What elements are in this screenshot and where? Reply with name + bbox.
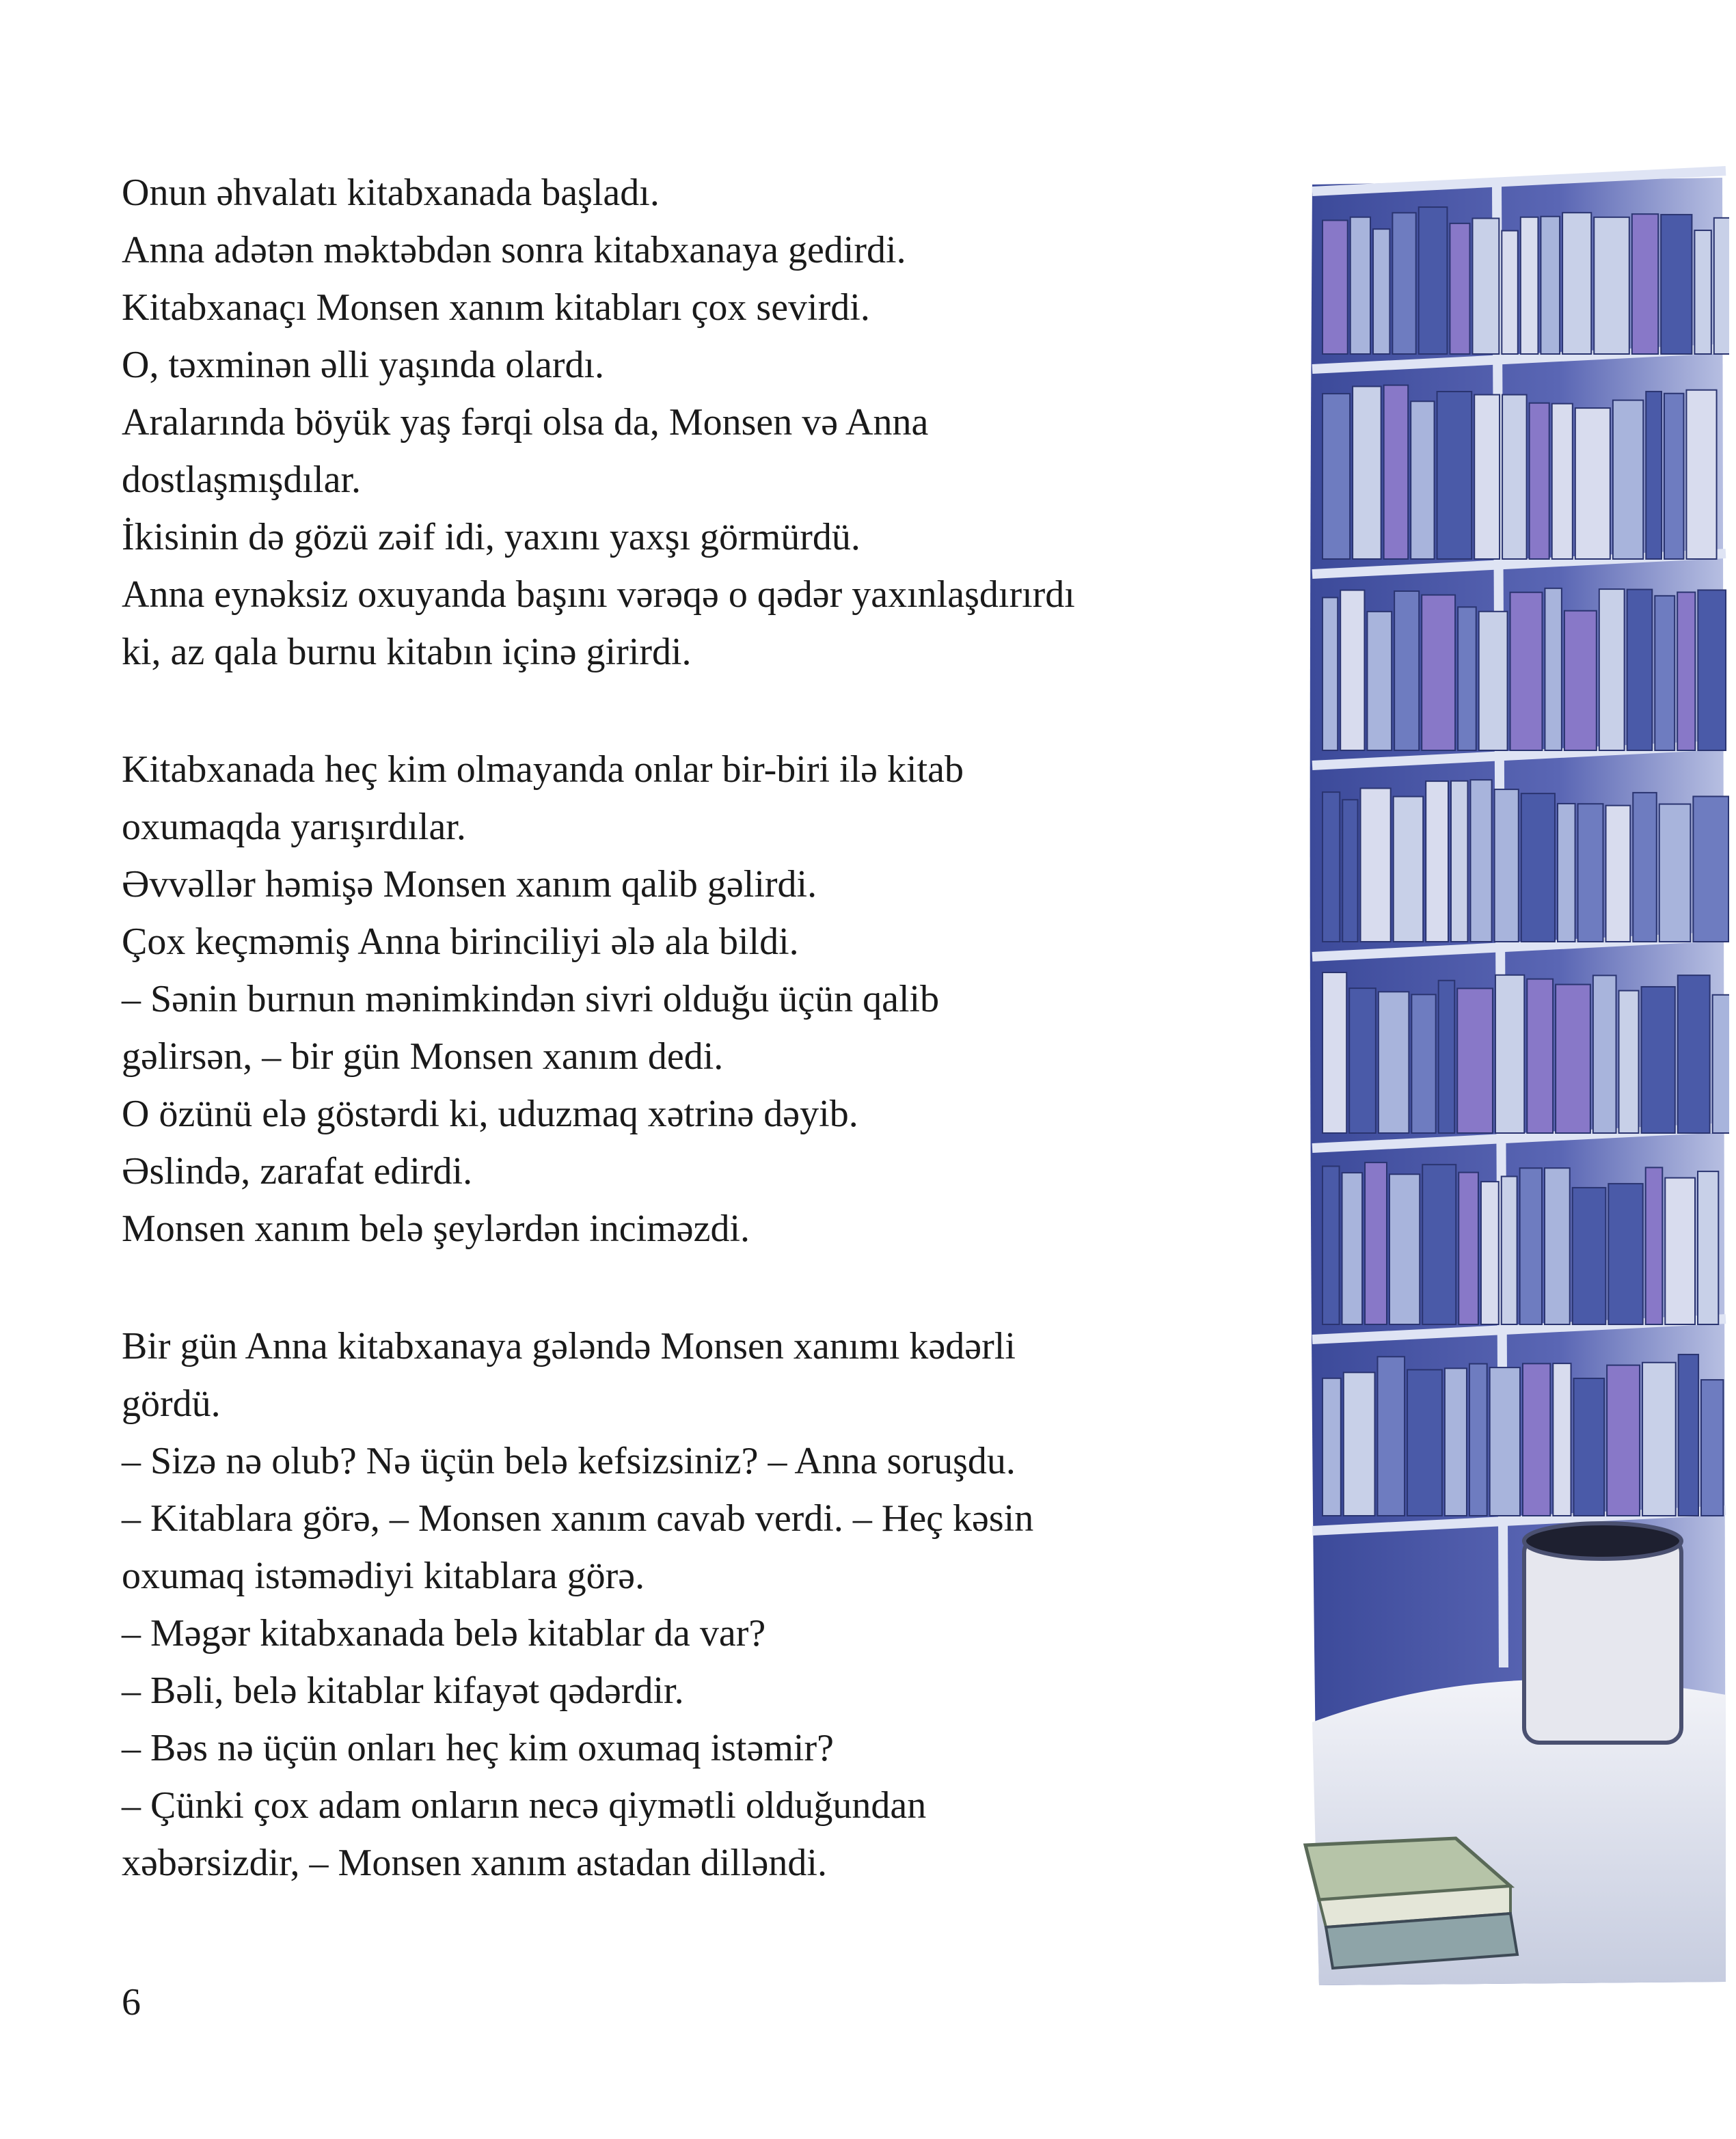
book-spine [1713, 995, 1729, 1133]
book-spine [1665, 1178, 1695, 1324]
book-spine [1450, 223, 1469, 354]
book-spine [1373, 229, 1389, 354]
book-spine [1642, 987, 1675, 1133]
book-spine [1344, 1372, 1375, 1516]
book-spine [1686, 390, 1716, 559]
book-spine [1323, 597, 1338, 750]
sentence [122, 566, 1215, 681]
text-line: gördü. [122, 1382, 221, 1425]
text-line: Kitabxanada heç kim olmayanda onlar bir-biri ilə kitab [122, 748, 964, 791]
text-line: Aralarında böyük yaş fərqi olsa da, Monsen və Anna [122, 401, 929, 444]
book-spine [1379, 992, 1409, 1133]
book-spine [1694, 230, 1711, 354]
book-spine [1701, 1380, 1723, 1516]
book-spine [1323, 792, 1340, 942]
mug-icon [1524, 1523, 1681, 1743]
text-line: oxumaq istəmədiyi kitablara görə. [122, 1555, 645, 1597]
book-spine [1521, 793, 1555, 942]
paragraph [122, 164, 1215, 681]
book-spine [1527, 979, 1553, 1133]
book-spine [1698, 590, 1726, 750]
book-spine [1502, 1176, 1517, 1324]
book-spine [1574, 1378, 1605, 1516]
book-spine [1593, 975, 1616, 1133]
book-spine [1693, 796, 1728, 942]
sentence [122, 508, 1215, 566]
book-spine [1646, 1167, 1663, 1324]
book-spine [1552, 404, 1573, 559]
book-spine [1562, 213, 1591, 354]
text-line: O, təxminən əlli yaşında olardı. [122, 344, 605, 386]
book-spine [1422, 595, 1455, 750]
book-spine [1678, 975, 1710, 1133]
text-line: İkisinin də gözü zəif idi, yaxını yaxşı görmürdü. [122, 516, 860, 558]
book-spine [1367, 612, 1392, 750]
book-spine [1659, 804, 1691, 942]
text-line: Anna adətən məktəbdən sonra kitabxanaya gedirdi. [122, 229, 906, 271]
book-spine [1469, 1364, 1487, 1516]
book-spine [1521, 217, 1538, 354]
book-spine [1564, 611, 1597, 750]
book-spine [1439, 981, 1455, 1133]
book-spine [1523, 1363, 1550, 1516]
text-line: – Bəli, belə kitablar kifayət qədərdir. [122, 1670, 684, 1712]
book-spine [1502, 395, 1527, 559]
text-line: Onun əhvalatı kitabxanada başladı. [122, 172, 660, 214]
sentence [122, 394, 1215, 508]
book-spine [1422, 1164, 1456, 1324]
book-spine [1608, 1184, 1642, 1324]
book-spine [1553, 1363, 1571, 1516]
book-spine [1541, 217, 1560, 354]
book-spine [1323, 394, 1350, 559]
book-spine [1323, 220, 1348, 354]
sentence [122, 164, 1215, 221]
book-spine [1407, 1370, 1442, 1516]
book-spine [1642, 1363, 1676, 1516]
book-spine [1394, 797, 1424, 942]
text-line: – Məgər kitabxanada belə kitablar da var? [122, 1612, 766, 1654]
book-spine [1520, 1168, 1542, 1324]
sentence [122, 1200, 1215, 1257]
text-line: – Sizə nə olub? Nə üçün belə kefsizsiniz? – Anna soruşdu. [122, 1440, 1016, 1482]
sentence [122, 1318, 1215, 1432]
book-spine [1392, 213, 1415, 354]
text-line: Anna eynəksiz oxuyanda başını vərəqə o qədər yaxınlaşdırırdı [122, 573, 1075, 616]
sentence [122, 741, 1215, 856]
bookshelf-illustration [1223, 164, 1729, 2002]
book-spine [1594, 217, 1629, 354]
book-spine [1481, 1182, 1499, 1324]
paragraph [122, 1318, 1215, 1892]
book-spine [1340, 590, 1364, 750]
text-line: oxumaqda yarışırdılar. [122, 806, 466, 848]
sentence [122, 279, 1215, 336]
book-spine [1351, 217, 1370, 354]
text-line: Monsen xanım belə şeylərdən incimәzdi. [122, 1208, 750, 1250]
page-number: 6 [122, 1981, 141, 2024]
text-line: xəbərsizdir, – Monsen xanım astadan dilləndi. [122, 1842, 827, 1884]
text-line: dostlaşmışdılar. [122, 459, 361, 501]
text-line: – Bəs nə üçün onları heç kim oxumaq istəmir? [122, 1727, 834, 1769]
sentence [122, 1490, 1215, 1605]
paragraph [122, 741, 1215, 1257]
sentence [122, 336, 1215, 394]
book-spine [1419, 207, 1448, 354]
book-spine [1458, 607, 1476, 750]
text-line: Kitabxanaçı Monsen xanım kitabları çox sevirdi. [122, 286, 870, 329]
book-spine [1607, 1365, 1640, 1516]
book-spine [1394, 591, 1419, 750]
bookshelf-icon [1223, 164, 1729, 2002]
sentence [122, 1143, 1215, 1200]
book-spine [1646, 392, 1662, 559]
book-spine [1677, 592, 1695, 750]
book-spine [1472, 218, 1499, 354]
book-spine [1365, 1162, 1387, 1324]
sentence [122, 1432, 1215, 1490]
book-spine [1575, 408, 1610, 559]
text-line: Bir gün Anna kitabxanaya gələndə Monsen xanımı kədərli [122, 1325, 1016, 1367]
book-spine [1613, 400, 1643, 559]
sentence [122, 856, 1215, 913]
book-spine [1377, 1357, 1405, 1516]
text-line: Çox keçməmiş Anna birinciliyi ələ ala bildi. [122, 921, 799, 963]
book-spine [1502, 231, 1518, 354]
sentence [122, 970, 1215, 1085]
sentence [122, 221, 1215, 279]
text-line: Əvvəllər həmişə Monsen xanım qalib gəlirdi. [122, 863, 817, 905]
book-spine [1661, 215, 1692, 354]
book-spine [1606, 806, 1631, 942]
sentence [122, 1085, 1215, 1143]
book-spine [1698, 1171, 1718, 1324]
book-spine [1599, 589, 1625, 750]
book-spine [1558, 804, 1575, 942]
book-spine [1411, 994, 1435, 1133]
text-line: gəlirsən, – bir gün Monsen xanım dedi. [122, 1035, 724, 1078]
book-spine [1510, 592, 1543, 750]
book-spine [1655, 596, 1674, 750]
text-line: O özünü elə göstərdi ki, uduzmaq xətrinə dəyib. [122, 1093, 858, 1135]
book-spine [1457, 988, 1493, 1133]
book-spine [1495, 789, 1519, 942]
book-spine [1470, 780, 1491, 942]
book-spine [1437, 392, 1472, 559]
book-spine [1342, 800, 1357, 942]
book-spine [1459, 1173, 1478, 1324]
sentence [122, 1719, 1215, 1777]
book-spine [1445, 1368, 1467, 1516]
book-spine [1323, 972, 1346, 1133]
book-spine [1627, 590, 1653, 750]
book-spine [1361, 789, 1391, 942]
book-spine [1490, 1367, 1520, 1516]
book-spine [1323, 1378, 1341, 1516]
book-spine [1451, 781, 1467, 942]
text-line: – Kitablara görə, – Monsen xanım cavab verdi. – Heç kəsin [122, 1497, 1034, 1540]
sentence [122, 1777, 1215, 1892]
book-spine [1545, 588, 1561, 750]
book-spine [1664, 394, 1683, 559]
text-line: Əslində, zarafat edirdi. [122, 1150, 473, 1193]
book-spine [1479, 612, 1508, 750]
book-spine [1323, 1167, 1340, 1324]
book-spine [1384, 385, 1409, 559]
book-spine [1545, 1168, 1570, 1324]
book-spine [1633, 793, 1656, 942]
book-spine [1573, 1188, 1606, 1324]
sentence [122, 1605, 1215, 1662]
book-spine [1619, 991, 1639, 1133]
book-spine [1342, 1173, 1363, 1324]
story-text [122, 164, 1215, 1892]
book-spine [1411, 401, 1434, 559]
book-spine [1578, 804, 1603, 942]
book-spine [1556, 985, 1590, 1133]
book-spine [1426, 781, 1448, 942]
text-line: ki, az qala burnu kitabın içinə girirdi. [122, 631, 692, 673]
text-line: – Çünki çox adam onların necə qiymətli olduğundan [122, 1784, 927, 1827]
book-spine [1353, 386, 1381, 559]
sentence [122, 1662, 1215, 1719]
book-spine [1530, 403, 1549, 559]
book-spine [1632, 214, 1658, 354]
book-spine [1495, 975, 1524, 1133]
book-spine [1714, 218, 1729, 354]
book-spine [1349, 988, 1376, 1133]
book-spine [1474, 395, 1500, 559]
text-line: – Sənin burnun mənimkindən sivri olduğu üçün qalib [122, 978, 940, 1020]
book-spine [1679, 1354, 1698, 1516]
sentence [122, 913, 1215, 970]
book-spine [1389, 1174, 1420, 1324]
